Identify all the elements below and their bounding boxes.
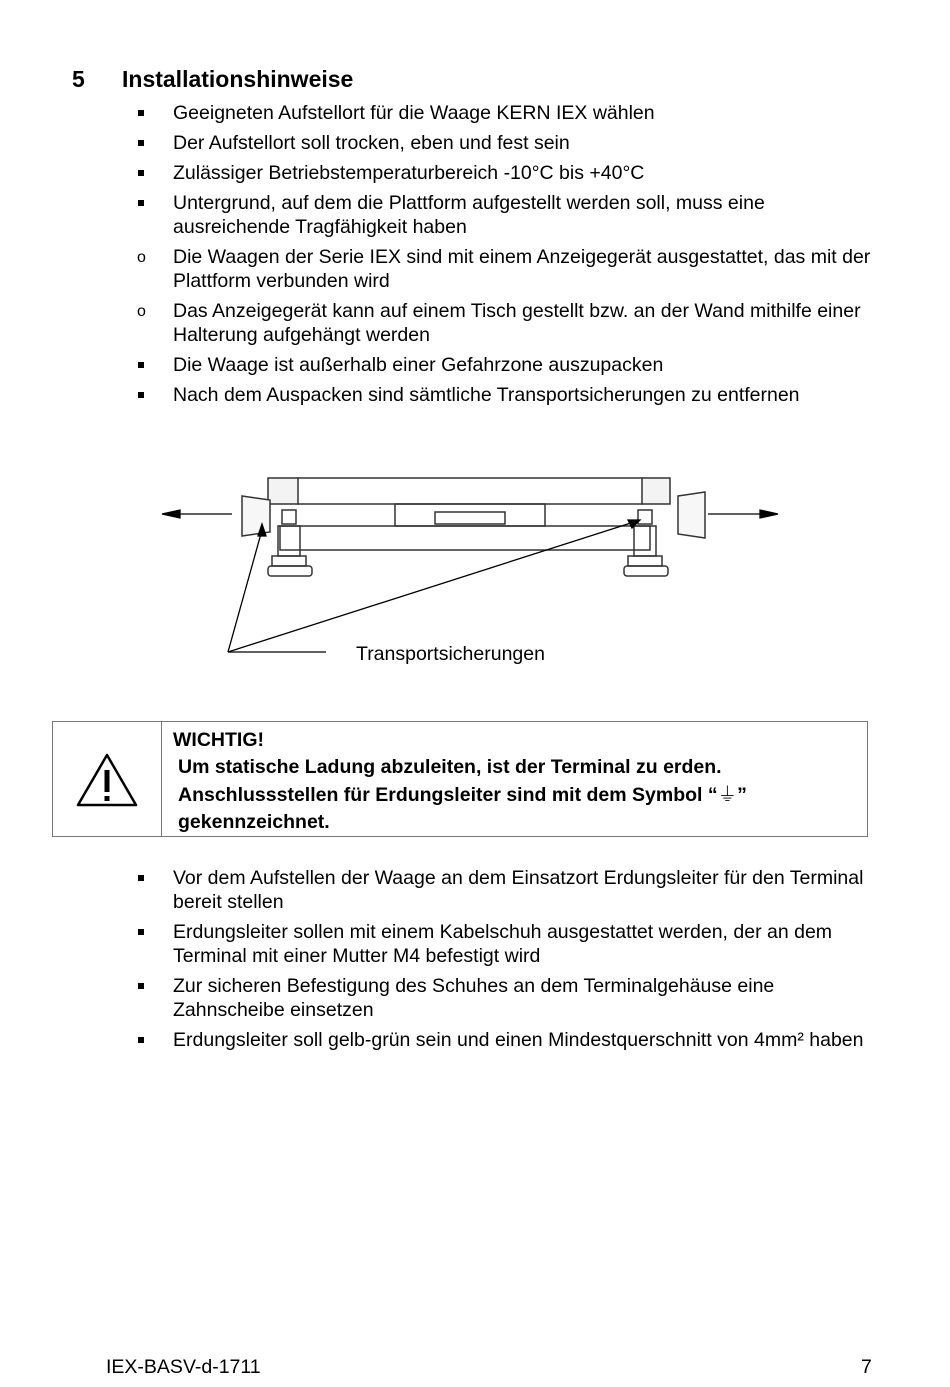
list-item-text: Erdungsleiter soll gelb-grün sein und einen Mindestquerschnitt von 4mm² haben xyxy=(173,1029,864,1051)
list-item-text: Zur sicheren Befestigung des Schuhes an dem Terminalgehäuse eine Zahnscheibe einsetzen xyxy=(173,975,775,1021)
list-item xyxy=(137,353,877,377)
list-item-text: Nach dem Auspacken sind sämtliche Transportsicherungen zu entfernen xyxy=(173,384,800,406)
list-item-text: Erdungsleiter sollen mit einem Kabelschuh ausgestattet werden, der an dem Terminal mit einer Mutter M4 befestigt wird xyxy=(173,921,833,967)
note-line-3: gekennzeichnet. xyxy=(178,811,330,833)
list-item xyxy=(137,161,877,185)
list-item xyxy=(137,383,877,407)
footer-document-id: IEX-BASV-d-1711 xyxy=(106,1356,261,1378)
list-item xyxy=(137,191,877,239)
circle-bullet-icon: o xyxy=(137,303,146,320)
instruction-list-1 xyxy=(137,101,877,413)
list-item-text: Geeigneten Aufstellort für die Waage KERN IEX wählen xyxy=(173,102,655,124)
list-item xyxy=(137,245,877,293)
instruction-list-2 xyxy=(137,866,877,1058)
list-item xyxy=(137,920,877,968)
list-item xyxy=(137,131,877,155)
warning-triangle-icon xyxy=(75,752,139,808)
note-heading: WICHTIG! xyxy=(173,729,264,751)
figure-caption: Transportsicherungen xyxy=(356,643,545,665)
list-item-text: Das Anzeigegerät kann auf einem Tisch gestellt bzw. an der Wand mithilfe einer Halterung aufgehängt werden xyxy=(173,300,861,346)
list-item-text: Die Waage ist außerhalb einer Gefahrzone auszupacken xyxy=(173,354,664,376)
important-note-box xyxy=(52,721,868,837)
footer-page-number: 7 xyxy=(861,1356,872,1378)
ground-symbol-icon: ⏚ xyxy=(717,783,738,806)
list-item-text: Zulässiger Betriebstemperaturbereich -10°C bis +40°C xyxy=(173,162,645,184)
list-item xyxy=(137,101,877,125)
note-line-1: Um statische Ladung abzuleiten, ist der Terminal zu erden. xyxy=(178,756,722,778)
list-item xyxy=(137,866,877,914)
note-line-2-text: Anschlussstellen für Erdungsleiter sind mit dem Symbol “ xyxy=(178,784,718,806)
section-title: Installationshinweise xyxy=(122,66,354,92)
list-item xyxy=(137,974,877,1022)
list-item xyxy=(137,299,877,347)
note-text xyxy=(173,727,853,836)
list-item xyxy=(137,1028,877,1052)
list-item-text: Vor dem Aufstellen der Waage an dem Einsatzort Erdungsleiter für den Terminal bereit stellen xyxy=(173,867,864,913)
list-item-text: Die Waagen der Serie IEX sind mit einem Anzeigegerät ausgestattet, das mit der Plattform verbunden wird xyxy=(173,246,871,292)
section-number: 5 xyxy=(72,66,85,92)
section-heading xyxy=(72,66,353,93)
note-line-2 xyxy=(173,781,853,809)
note-line-2-close: ” xyxy=(737,784,747,806)
list-item-text: Der Aufstellort soll trocken, eben und fest sein xyxy=(173,132,570,154)
circle-bullet-icon: o xyxy=(137,249,146,266)
note-icon-cell xyxy=(53,722,162,836)
list-item-text: Untergrund, auf dem die Plattform aufgestellt werden soll, muss eine ausreichende Tragfähigkeit haben xyxy=(173,192,765,238)
